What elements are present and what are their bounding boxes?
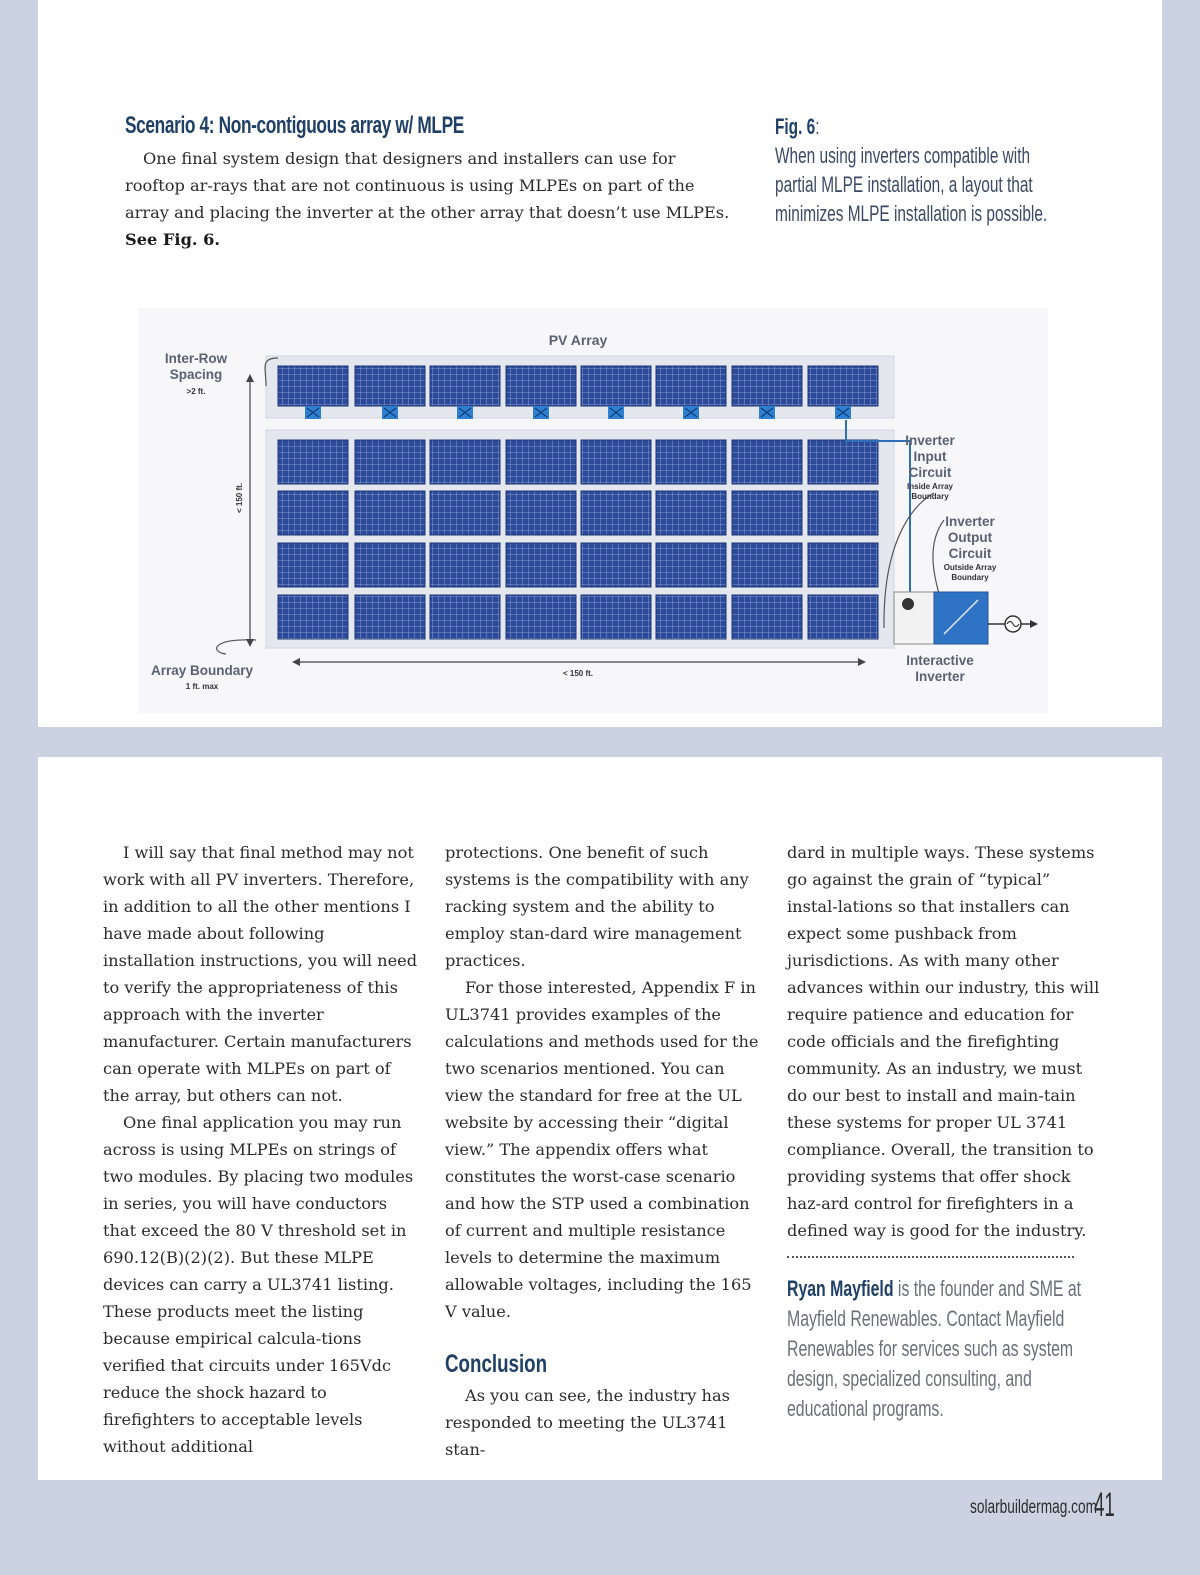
solar-module bbox=[355, 595, 425, 639]
solar-module bbox=[278, 595, 348, 639]
array-boundary-value: 1 ft. max bbox=[185, 682, 219, 691]
solar-module bbox=[808, 543, 878, 587]
solar-module bbox=[581, 595, 651, 639]
solar-module bbox=[808, 491, 878, 535]
article-column-1 bbox=[103, 839, 418, 1460]
solar-module bbox=[506, 543, 576, 587]
solar-module bbox=[656, 491, 726, 535]
pv-array-label: PV Array bbox=[548, 332, 608, 348]
section-heading: Scenario 4: Non-contiguous array w/ MLPE bbox=[125, 112, 464, 139]
solar-module bbox=[656, 440, 726, 484]
height-dimension-label: < 150 ft. bbox=[235, 482, 244, 514]
output-circuit-label-5: Boundary bbox=[951, 573, 989, 582]
solar-module bbox=[732, 440, 802, 484]
solar-module bbox=[581, 440, 651, 484]
paragraph: I will say that final method may not work with all PV inverters. Therefore, in addition to all the other mentions I have made about following installation instructions, you will need to verify the appropriateness of this approach with the inverter manufacturer. Certain manufacturers can operate with MLPEs on part of the array, but others can not. bbox=[103, 843, 418, 1105]
solar-module bbox=[430, 366, 500, 406]
solar-module bbox=[278, 543, 348, 587]
input-circuit-label-1: Inverter bbox=[905, 433, 955, 448]
interactive-inverter-label-1: Interactive bbox=[906, 653, 974, 668]
figure-caption-text: When using inverters compatible with partial MLPE installation, a layout that minimizes MLPE installation is possible. bbox=[775, 143, 1048, 226]
author-name: Ryan Mayfield bbox=[787, 1276, 894, 1301]
solar-module bbox=[732, 366, 802, 406]
paragraph: dard in multiple ways. These systems go against the grain of “typical” instal-lations so that installers can expect some pushback from jurisdictions. As with many other advances within our industry, this will require patience and education for code officials and the firefighting community. As an industry, we must do our best to install and main-tain these systems for proper UL 3741 compliance. Overall, the transition to providing systems that offer shock haz-ard control for firefighters in a defined way is good for the industry. bbox=[787, 843, 1100, 1240]
input-circuit-label-2: Input bbox=[913, 449, 947, 464]
solar-module bbox=[581, 543, 651, 587]
output-circuit-label-3: Circuit bbox=[948, 546, 992, 561]
output-circuit-label-2: Output bbox=[947, 530, 993, 545]
author-bio bbox=[787, 1274, 1089, 1424]
spacing-value: >2 ft. bbox=[186, 387, 206, 396]
solar-module bbox=[808, 366, 878, 406]
solar-module bbox=[355, 543, 425, 587]
input-circuit-label-5: Boundary bbox=[911, 492, 949, 501]
solar-module bbox=[430, 543, 500, 587]
solar-module bbox=[506, 366, 576, 406]
author-bio-text: is the founder and SME at Mayfield Renewables. Contact Mayfield Renewables for services such as system design, specialized consulting, and educational programs. bbox=[787, 1276, 1082, 1421]
solar-module bbox=[732, 595, 802, 639]
paragraph: For those interested, Appendix F in UL3741 provides examples of the calculations and methods used for the two scenarios mentioned. You can view the standard for free at the UL website by accessing their “digital view.” The appendix offers what constitutes the worst-case scenario and how the STP used a combination of current and multiple resistance levels to determine the maximum allowable voltages, including the 165 V value. bbox=[445, 978, 759, 1321]
solar-module bbox=[656, 595, 726, 639]
solar-module bbox=[430, 440, 500, 484]
figure-caption: Fig. 6: When using inverters compatible with partial MLPE installation, a layout that minimizes MLPE installation is possible. bbox=[775, 114, 1048, 226]
input-circuit-label-4: Inside Array bbox=[907, 482, 953, 491]
solar-module bbox=[506, 440, 576, 484]
intro-paragraph bbox=[125, 145, 740, 253]
article-column-3 bbox=[787, 839, 1102, 1424]
inverter-disconnect bbox=[894, 592, 934, 644]
solar-module bbox=[278, 366, 348, 406]
solar-module bbox=[808, 440, 878, 484]
solar-module bbox=[278, 491, 348, 535]
solar-module bbox=[506, 595, 576, 639]
solar-module bbox=[355, 440, 425, 484]
conclusion-heading: Conclusion bbox=[445, 1350, 548, 1378]
solar-module bbox=[278, 440, 348, 484]
interactive-inverter-label-2: Inverter bbox=[915, 669, 965, 684]
width-dimension-label: < 150 ft. bbox=[562, 669, 594, 678]
disconnect-knob-icon bbox=[902, 598, 914, 610]
paragraph: As you can see, the industry has responded to meeting the UL3741 stan- bbox=[445, 1386, 730, 1459]
solar-module bbox=[581, 366, 651, 406]
page-number: 41 bbox=[1094, 1486, 1115, 1524]
intro-text: One final system design that designers and installers can use for rooftop ar-rays that are not continuous is using MLPEs on part of the array and placing the inverter at the other array that doesn’t use MLPEs. bbox=[125, 149, 730, 222]
pv-array-diagram bbox=[138, 308, 1048, 713]
solar-module bbox=[355, 366, 425, 406]
spacing-label: Spacing bbox=[169, 367, 223, 382]
solar-module bbox=[581, 491, 651, 535]
solar-module bbox=[656, 366, 726, 406]
solar-module bbox=[430, 595, 500, 639]
array-boundary-label: Array Boundary bbox=[150, 663, 254, 678]
output-circuit-label-1: Inverter bbox=[945, 514, 995, 529]
figure-number: Fig. 6 bbox=[775, 114, 816, 139]
footer-website: solarbuildermag.com bbox=[970, 1497, 1097, 1518]
solar-module bbox=[355, 491, 425, 535]
paragraph: protections. One benefit of such systems is the compatibility with any racking system and the ability to employ stan-dard wire management practices. bbox=[445, 843, 749, 970]
solar-module bbox=[808, 595, 878, 639]
input-circuit-label-3: Circuit bbox=[908, 465, 952, 480]
inter-row-label: Inter-Row bbox=[164, 351, 228, 366]
figure-reference: See Fig. 6. bbox=[125, 230, 221, 249]
solar-module bbox=[506, 491, 576, 535]
solar-module bbox=[732, 543, 802, 587]
solar-module bbox=[732, 491, 802, 535]
paragraph: One final application you may run across is using MLPEs on strings of two modules. By placing two modules in series, you will have conductors that exceed the 80 V threshold set in 690.12(B)(2)(2). But these MLPE devices can carry a UL3741 listing. These products meet the listing because empirical calcula-tions verified that circuits under 165Vdc reduce the shock hazard to firefighters to acceptable levels without additional bbox=[103, 1113, 414, 1456]
article-column-2 bbox=[445, 839, 760, 1463]
dotted-divider bbox=[787, 1256, 1074, 1258]
solar-module bbox=[430, 491, 500, 535]
solar-module bbox=[656, 543, 726, 587]
output-circuit-label-4: Outside Array bbox=[943, 563, 997, 572]
